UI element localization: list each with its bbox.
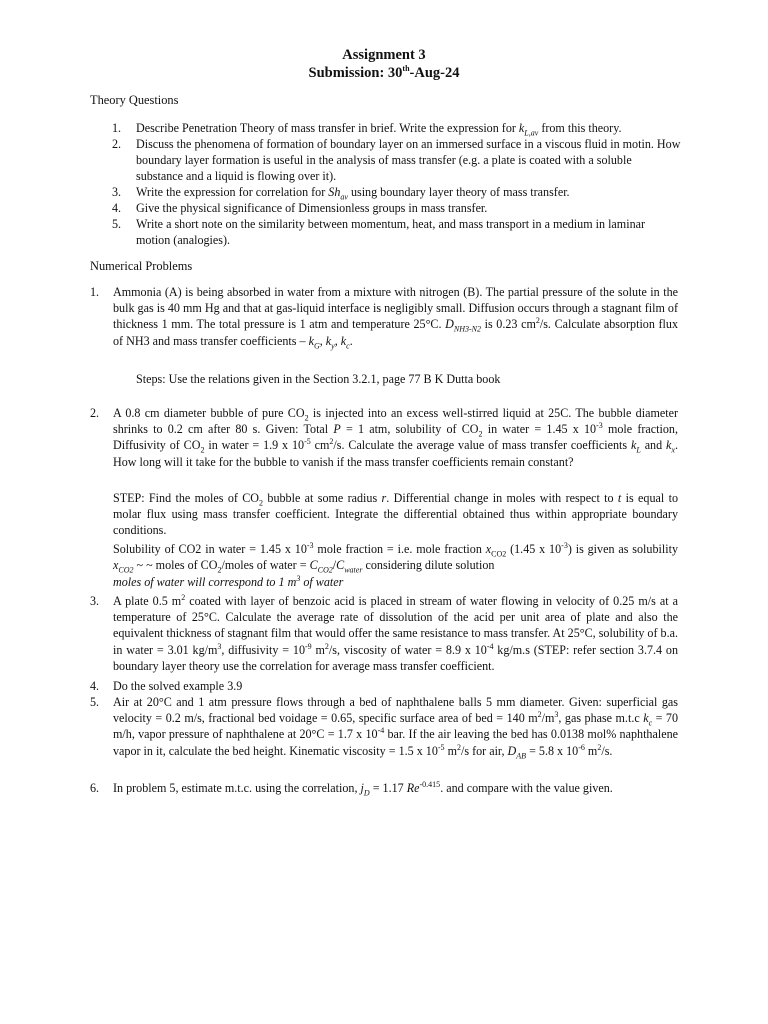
problem-1-steps: Steps: Use the relations given in the Section 3.2.1, page 77 B K Dutta book (136, 372, 501, 386)
submission-date: Submission: 30th-Aug-24 (308, 64, 460, 81)
problem-5: Air at 20°C and 1 atm pressure flows through a bed of naphthalene balls 5 mm diameter. Given: superficial gas velocity = 0.2 m/s, fractional bed voidage = 0.65, specific surface area of bed = 140 $m^2/m^3$, gas phase m.t.c $k_c = 70$ m/h, vapor pressure of naphthalene at 20°C = 1.7 x $10^{-4}$ bar. If the air leaving the bed has 0.0138 mol% naphthalene vapor in it, calculate the bed height. Kinematic viscosity = 1.5 x $10^{-5}$ $m^2/s$ for air, $D_{AB} = 5.8$ x $10^{-6}$ $m^2/s$. (113, 695, 678, 761)
problem-3: A plate 0.5 $m^2$ coated with layer of benzoic acid is placed in stream of water flowing in velocity of 0.25 m/s at a temperature of 25°C. Calculate the average rate of dissolution of the acid per unit area of plate and also the equivalent thickness of stagnant film that would offer the same resistance to mass transfer. At 25°C, solubility of b.a. in water = 3.01 $kg/m^3$, diffusivity = $10^{-9}$ $m^2/s$, viscosity of water = 8.9 x $10^{-4}$ kg/m.s (STEP: refer section 3.7.4 on boundary layer theory use the correlation for average mass transfer coefficient. (113, 592, 679, 673)
problem-2-step: STEP: Find the moles of $CO_2$ bubble at some radius r. Differential change in moles with respect to t is equal to molar flux using mass transfer coefficient. Integrate the differential obtained thus within appropriate boundary conditions. (113, 491, 679, 538)
assignment-title: Assignment 3 (342, 47, 426, 63)
theory-num-4: 4. (112, 201, 122, 215)
theory-item-1: Describe Penetration Theory of mass transfer in brief. Write the expression for $k_{L,av}$ from this theory. (136, 121, 622, 138)
problem-4: Do the solved example 3.9 (113, 679, 243, 693)
problem-num-3: 3. (90, 594, 100, 608)
theory-num-3: 3. (112, 185, 122, 199)
theory-item-2: Discuss the phenomena of formation of boundary layer on an immersed surface in a viscous fluid in motin. How boundary layer formation is useful in the analysis of mass transfer (e.g. a plate is coated with a soluble substance and a liquid is flowing over it). (136, 137, 681, 184)
theory-heading: Theory Questions (90, 93, 179, 107)
problem-num-6: 6. (90, 781, 100, 795)
theory-item-5: Write a short note on the similarity between momentum, heat, and mass transport in a medium in laminar motion (analogies). (136, 217, 646, 248)
problem-2-water-note: moles of water will correspond to 1 $m^3$ of water (113, 573, 344, 589)
theory-num-2: 2. (112, 137, 122, 151)
problem-6: In problem 5, estimate m.t.c. using the correlation, $j_D = 1.17$ $Re^{-0.415}$. and compare with the value given. (113, 779, 613, 798)
numerical-heading: Numerical Problems (90, 259, 193, 273)
problem-num-4: 4. (90, 679, 100, 693)
problem-2-solubility-note: Solubility of CO2 in water = 1.45 x $10^{-3}$ mole fraction = i.e. mole fraction $x_{CO2}$ (1.45 x $10^{-3}$) is given as solubility $x_{CO2}$ ~ ~ moles of $CO_2$/moles of water = $C_{CO2}/C_{water}$ considering dilute solution (113, 540, 678, 575)
problem-num-2: 2. (90, 406, 100, 420)
problem-2: A 0.8 cm diameter bubble of pure $CO_2$ is injected into an excess well-stirred liquid at 25C. The bubble diameter shrinks to 0.2 cm after 80 s. Given: Total P = 1 atm, solubility of $CO_2$ in water = 1.45 x $10^{-3}$ mole fraction, Diffusivity of $CO_2$ in water = 1.9 x $10^{-5}$ $cm^2/s$. Calculate the average value of mass transfer coefficients $k_L$ and $k_x$. How long will it take for the bubble to vanish if the mass transfer coefficients remain constant? (113, 406, 678, 469)
theory-num-5: 5. (112, 217, 122, 231)
theory-item-4: Give the physical significance of Dimensionless groups in mass transfer. (136, 201, 488, 215)
problem-1: Ammonia (A) is being absorbed in water from a mixture with nitrogen (B). The partial pressure of the solute in the bulk gas is 40 mm Hg and that at gas-liquid interface is negligibly small. Diffusion occurs through a stagnant film of thickness 1 mm. The total pressure is 1 atm and temperature 25°C. $D_{NH3-N2}$ is 0.23 $cm^2/s$. Calculate absorption flux of NH3 and mass transfer coefficients – $k_G$, $k_y$, $k_c$. (113, 285, 678, 351)
problem-num-5: 5. (90, 695, 100, 709)
theory-item-3: Write the expression for correlation for $Sh_{av}$ using boundary layer theory of mass transfer. (136, 185, 570, 202)
problem-num-1: 1. (90, 285, 100, 299)
theory-num-1: 1. (112, 121, 122, 135)
